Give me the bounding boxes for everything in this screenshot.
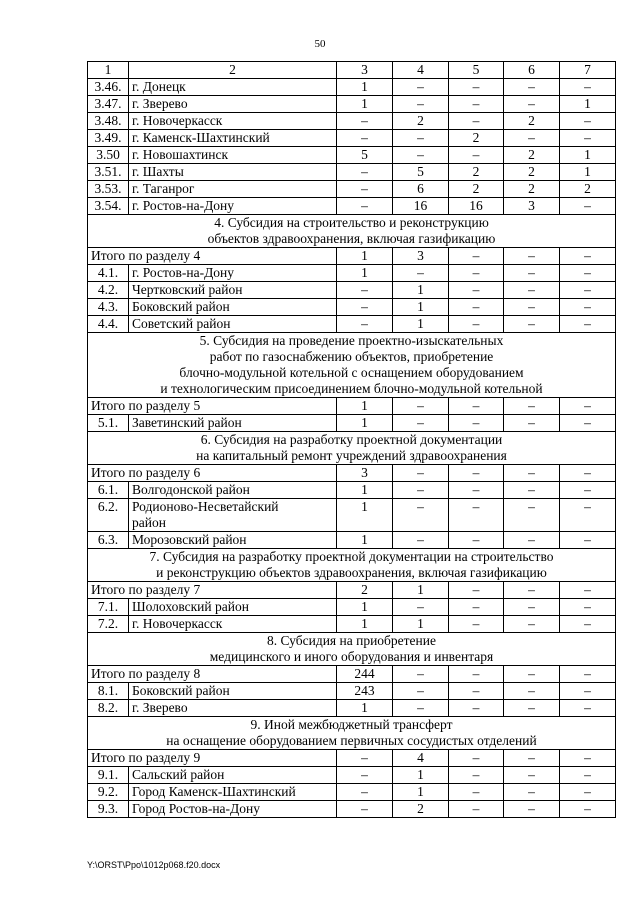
value-cell: – — [337, 767, 393, 784]
value-cell: – — [504, 482, 560, 499]
row-number: 7.1. — [88, 599, 129, 616]
district-name: г. Ростов-на-Дону — [129, 198, 337, 215]
total-value-cell: – — [560, 465, 616, 482]
section-total-row — [88, 582, 616, 599]
value-cell: – — [337, 130, 393, 147]
value-cell: 1 — [560, 164, 616, 181]
value-cell: 1 — [337, 79, 393, 96]
section-title-line: 9. Иной межбюджетный трансферт — [250, 717, 453, 732]
district-name: Морозовский район — [129, 532, 337, 549]
value-cell: 1 — [560, 147, 616, 164]
total-value-cell: 1 — [337, 248, 393, 265]
section-title-line: работ по газоснабжению объектов, приобретение — [209, 349, 494, 364]
district-name: Боковский район — [129, 683, 337, 700]
value-cell: – — [560, 198, 616, 215]
value-cell: 1 — [337, 482, 393, 499]
value-cell: 1 — [337, 499, 393, 532]
section-total-label: Итого по разделу 6 — [88, 465, 337, 482]
value-cell: 5 — [337, 147, 393, 164]
value-cell: – — [560, 784, 616, 801]
section-title-row — [88, 633, 616, 666]
file-path-footer: Y:\ORST\Ppo\1012p068.f20.docx — [87, 860, 221, 870]
value-cell: – — [504, 316, 560, 333]
value-cell: – — [560, 499, 616, 532]
value-cell: – — [504, 299, 560, 316]
value-cell: – — [560, 801, 616, 818]
value-cell: 2 — [504, 147, 560, 164]
total-value-cell: 3 — [337, 465, 393, 482]
value-cell: – — [337, 784, 393, 801]
value-cell: – — [560, 700, 616, 717]
value-cell: 2 — [449, 130, 504, 147]
total-value-cell: – — [449, 465, 504, 482]
total-value-cell: – — [449, 666, 504, 683]
value-cell: 3 — [504, 198, 560, 215]
row-number: 3.54. — [88, 198, 129, 215]
row-number: 3.49. — [88, 130, 129, 147]
value-cell: 1 — [393, 282, 449, 299]
value-cell: – — [449, 299, 504, 316]
value-cell: – — [560, 130, 616, 147]
value-cell: – — [504, 599, 560, 616]
value-cell: – — [393, 532, 449, 549]
value-cell: – — [449, 415, 504, 432]
total-value-cell: – — [449, 750, 504, 767]
value-cell: 1 — [337, 599, 393, 616]
section-total-row — [88, 248, 616, 265]
value-cell: – — [449, 147, 504, 164]
value-cell: – — [449, 265, 504, 282]
value-cell: – — [449, 316, 504, 333]
value-cell: 2 — [449, 181, 504, 198]
total-value-cell: – — [504, 248, 560, 265]
row-number: 9.3. — [88, 801, 129, 818]
total-value-cell: – — [560, 248, 616, 265]
page-number: 50 — [314, 38, 326, 50]
total-value-cell: – — [449, 398, 504, 415]
value-cell: 16 — [449, 198, 504, 215]
district-name: Боковский район — [129, 299, 337, 316]
table-row — [88, 79, 616, 96]
district-name: Шолоховский район — [129, 599, 337, 616]
section-title — [88, 333, 616, 398]
total-value-cell: 1 — [393, 582, 449, 599]
column-number-header — [88, 62, 616, 79]
value-cell: – — [560, 482, 616, 499]
district-name: Город Каменск-Шахтинский — [129, 784, 337, 801]
district-name — [129, 499, 337, 532]
value-cell: – — [393, 700, 449, 717]
value-cell: – — [560, 265, 616, 282]
total-value-cell: 2 — [337, 582, 393, 599]
value-cell: – — [449, 113, 504, 130]
value-cell: – — [504, 616, 560, 633]
value-cell: – — [337, 801, 393, 818]
total-value-cell: 4 — [393, 750, 449, 767]
value-cell: – — [393, 79, 449, 96]
table-row — [88, 299, 616, 316]
value-cell: – — [449, 282, 504, 299]
section-title-line: 7. Субсидия на разработку проектной документации на строительство — [149, 549, 554, 564]
value-cell: – — [504, 282, 560, 299]
column-header: 1 — [88, 62, 129, 79]
value-cell: 2 — [393, 801, 449, 818]
table-row — [88, 683, 616, 700]
table-row — [88, 96, 616, 113]
row-number: 5.1. — [88, 415, 129, 432]
table-row — [88, 767, 616, 784]
row-number: 8.1. — [88, 683, 129, 700]
district-name: г. Каменск-Шахтинский — [129, 130, 337, 147]
row-number: 4.2. — [88, 282, 129, 299]
row-number: 6.1. — [88, 482, 129, 499]
value-cell: – — [504, 767, 560, 784]
row-number: 9.2. — [88, 784, 129, 801]
section-total-row — [88, 750, 616, 767]
row-number: 3.53. — [88, 181, 129, 198]
value-cell: – — [449, 96, 504, 113]
value-cell: – — [337, 113, 393, 130]
table-row — [88, 147, 616, 164]
value-cell: 2 — [504, 164, 560, 181]
district-name: г. Зверево — [129, 700, 337, 717]
value-cell: – — [449, 784, 504, 801]
section-total-label: Итого по разделу 8 — [88, 666, 337, 683]
table-row — [88, 181, 616, 198]
value-cell: – — [449, 79, 504, 96]
value-cell: 16 — [393, 198, 449, 215]
value-cell: – — [337, 299, 393, 316]
row-number: 3.48. — [88, 113, 129, 130]
value-cell: 1 — [393, 316, 449, 333]
table-row — [88, 130, 616, 147]
total-value-cell: – — [560, 398, 616, 415]
value-cell: – — [337, 164, 393, 181]
value-cell: 1 — [337, 415, 393, 432]
district-name: г. Шахты — [129, 164, 337, 181]
section-total-row — [88, 398, 616, 415]
section-title — [88, 717, 616, 750]
value-cell: – — [504, 415, 560, 432]
total-value-cell: – — [504, 750, 560, 767]
value-cell: – — [449, 616, 504, 633]
value-cell: – — [504, 79, 560, 96]
table-row — [88, 499, 616, 532]
district-name: Волгодонской район — [129, 482, 337, 499]
total-value-cell: – — [393, 398, 449, 415]
value-cell: – — [393, 599, 449, 616]
value-cell: – — [504, 265, 560, 282]
section-title-line: объектов здравоохранения, включая газификацию — [207, 231, 496, 246]
section-title-line: 8. Субсидия на приобретение — [267, 633, 436, 648]
value-cell: – — [504, 784, 560, 801]
table-row — [88, 316, 616, 333]
value-cell: 1 — [337, 96, 393, 113]
row-number: 9.1. — [88, 767, 129, 784]
value-cell: 5 — [393, 164, 449, 181]
value-cell: 2 — [560, 181, 616, 198]
table-row — [88, 282, 616, 299]
section-title — [88, 432, 616, 465]
total-value-cell: – — [504, 666, 560, 683]
value-cell: – — [393, 130, 449, 147]
total-value-cell: 1 — [337, 398, 393, 415]
value-cell: – — [449, 599, 504, 616]
table-row — [88, 482, 616, 499]
table-row — [88, 198, 616, 215]
section-title-line: 6. Субсидия на разработку проектной документации — [200, 432, 503, 447]
section-title-line: на капитальный ремонт учреждений здравоохранения — [196, 448, 507, 463]
section-title-line: блочно-модульной котельной с оснащением оборудованием — [179, 365, 524, 380]
value-cell: – — [504, 499, 560, 532]
value-cell: – — [393, 147, 449, 164]
section-title — [88, 633, 616, 666]
value-cell: – — [560, 113, 616, 130]
value-cell: 1 — [393, 299, 449, 316]
value-cell: – — [393, 415, 449, 432]
value-cell: – — [449, 801, 504, 818]
value-cell: – — [449, 767, 504, 784]
table-row — [88, 265, 616, 282]
total-value-cell: – — [560, 750, 616, 767]
total-value-cell: – — [393, 666, 449, 683]
value-cell: – — [560, 316, 616, 333]
total-value-cell: 3 — [393, 248, 449, 265]
value-cell: – — [560, 299, 616, 316]
row-number: 4.4. — [88, 316, 129, 333]
value-cell: – — [560, 415, 616, 432]
value-cell: 2 — [449, 164, 504, 181]
row-number: 8.2. — [88, 700, 129, 717]
value-cell: 1 — [337, 532, 393, 549]
row-number: 3.46. — [88, 79, 129, 96]
section-title-line: и технологическим присоединением блочно-модульной котельной — [160, 381, 543, 396]
value-cell: 1 — [560, 96, 616, 113]
value-cell: – — [393, 96, 449, 113]
district-name: г. Новочеркасск — [129, 616, 337, 633]
value-cell: – — [504, 96, 560, 113]
value-cell: – — [560, 616, 616, 633]
district-name-line: район — [132, 515, 166, 530]
table-row — [88, 784, 616, 801]
value-cell: – — [449, 499, 504, 532]
value-cell: 1 — [337, 265, 393, 282]
table-row — [88, 700, 616, 717]
value-cell: – — [560, 599, 616, 616]
value-cell: 243 — [337, 683, 393, 700]
total-value-cell: – — [449, 582, 504, 599]
value-cell: 2 — [504, 181, 560, 198]
total-value-cell: – — [337, 750, 393, 767]
value-cell: – — [504, 801, 560, 818]
column-header: 5 — [449, 62, 504, 79]
value-cell: – — [504, 130, 560, 147]
value-cell: – — [337, 282, 393, 299]
section-total-row — [88, 666, 616, 683]
column-header: 7 — [560, 62, 616, 79]
allocation-table — [87, 61, 616, 818]
value-cell: – — [337, 181, 393, 198]
row-number: 4.1. — [88, 265, 129, 282]
total-value-cell: 244 — [337, 666, 393, 683]
column-header: 3 — [337, 62, 393, 79]
table-row — [88, 616, 616, 633]
section-title-line: и реконструкцию объектов здравоохранения, включая газификацию — [156, 565, 547, 580]
value-cell: – — [560, 282, 616, 299]
row-number: 3.47. — [88, 96, 129, 113]
district-name: г. Зверево — [129, 96, 337, 113]
section-title-line: 4. Субсидия на строительство и реконструкцию — [214, 215, 489, 230]
value-cell: – — [449, 532, 504, 549]
section-total-row — [88, 465, 616, 482]
section-total-label: Итого по разделу 9 — [88, 750, 337, 767]
total-value-cell: – — [560, 666, 616, 683]
value-cell: – — [504, 532, 560, 549]
value-cell: 1 — [337, 616, 393, 633]
district-name: г. Новошахтинск — [129, 147, 337, 164]
column-header: 4 — [393, 62, 449, 79]
district-name: Сальский район — [129, 767, 337, 784]
value-cell: – — [504, 700, 560, 717]
value-cell: – — [337, 198, 393, 215]
section-title-row — [88, 215, 616, 248]
total-value-cell: – — [504, 398, 560, 415]
value-cell: 1 — [393, 784, 449, 801]
value-cell: – — [393, 683, 449, 700]
value-cell: – — [393, 482, 449, 499]
district-name: Советский район — [129, 316, 337, 333]
value-cell: 6 — [393, 181, 449, 198]
value-cell: 1 — [393, 767, 449, 784]
section-title — [88, 215, 616, 248]
total-value-cell: – — [393, 465, 449, 482]
value-cell: 1 — [393, 616, 449, 633]
district-name: г. Таганрог — [129, 181, 337, 198]
table-row — [88, 415, 616, 432]
value-cell: – — [449, 482, 504, 499]
table-row — [88, 164, 616, 181]
value-cell: – — [504, 683, 560, 700]
value-cell: – — [560, 532, 616, 549]
value-cell: 1 — [337, 700, 393, 717]
row-number: 6.3. — [88, 532, 129, 549]
section-title — [88, 549, 616, 582]
value-cell: – — [449, 683, 504, 700]
district-name: Чертковский район — [129, 282, 337, 299]
table-row — [88, 532, 616, 549]
total-value-cell: – — [449, 248, 504, 265]
section-title-line: на оснащение оборудованием первичных сосудистых отделений — [166, 733, 537, 748]
value-cell: – — [560, 79, 616, 96]
table-row — [88, 599, 616, 616]
section-title-row — [88, 717, 616, 750]
table-row — [88, 113, 616, 130]
value-cell: – — [393, 265, 449, 282]
total-value-cell: – — [504, 465, 560, 482]
value-cell: – — [337, 316, 393, 333]
value-cell: – — [560, 767, 616, 784]
row-number: 6.2. — [88, 499, 129, 532]
district-name: г. Новочеркасск — [129, 113, 337, 130]
district-name: г. Ростов-на-Дону — [129, 265, 337, 282]
row-number: 3.50 — [88, 147, 129, 164]
value-cell: – — [449, 700, 504, 717]
section-title-row — [88, 432, 616, 465]
section-title-line: 5. Субсидия на проведение проектно-изыскательных — [199, 333, 504, 348]
section-total-label: Итого по разделу 5 — [88, 398, 337, 415]
column-header: 6 — [504, 62, 560, 79]
value-cell: – — [393, 499, 449, 532]
table-row — [88, 801, 616, 818]
district-name: г. Донецк — [129, 79, 337, 96]
value-cell: – — [560, 683, 616, 700]
district-name-line: Родионово-Несветайский — [132, 499, 279, 514]
total-value-cell: – — [560, 582, 616, 599]
section-title-line: медицинского и иного оборудования и инвентаря — [209, 649, 494, 664]
value-cell: 2 — [393, 113, 449, 130]
row-number: 3.51. — [88, 164, 129, 181]
district-name: Заветинский район — [129, 415, 337, 432]
district-name: Город Ростов-на-Дону — [129, 801, 337, 818]
value-cell: 2 — [504, 113, 560, 130]
section-title-row — [88, 549, 616, 582]
section-total-label: Итого по разделу 7 — [88, 582, 337, 599]
row-number: 7.2. — [88, 616, 129, 633]
section-title-row — [88, 333, 616, 398]
row-number: 4.3. — [88, 299, 129, 316]
column-header: 2 — [129, 62, 337, 79]
total-value-cell: – — [504, 582, 560, 599]
section-total-label: Итого по разделу 4 — [88, 248, 337, 265]
